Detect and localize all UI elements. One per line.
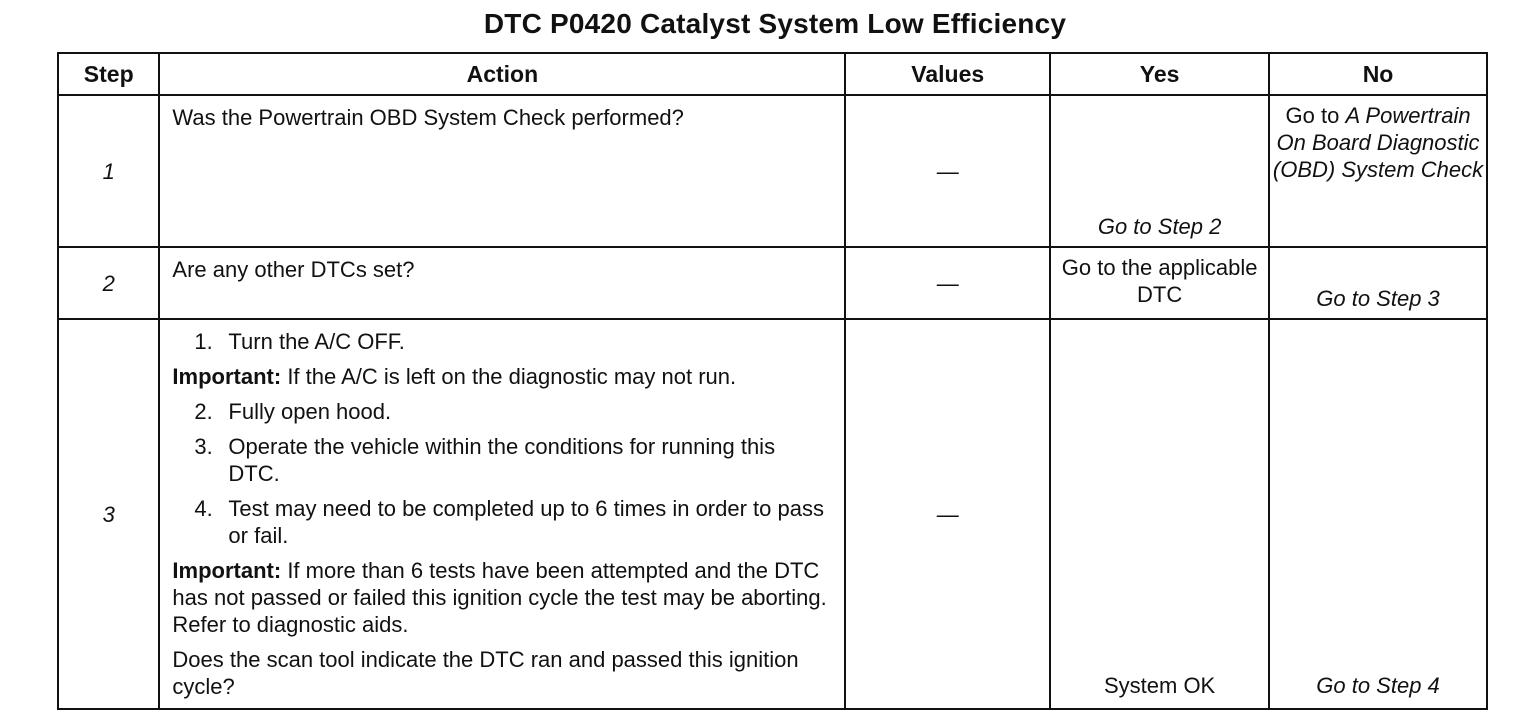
important-label: Important: bbox=[172, 364, 282, 389]
list-item-text: Operate the vehicle within the conditions for running this DTC. bbox=[228, 434, 776, 486]
header-step: Step bbox=[58, 53, 159, 95]
yes-result: System OK bbox=[1103, 673, 1216, 698]
action-question: Does the scan tool indicate the DTC ran and passed this ignition cycle? bbox=[172, 647, 799, 699]
header-no: No bbox=[1269, 53, 1487, 95]
list-item-text: Test may need to be completed up to 6 times in order to pass or fail. bbox=[228, 496, 824, 548]
no-cell bbox=[1269, 247, 1487, 319]
header-yes: Yes bbox=[1050, 53, 1269, 95]
step-number: 2 bbox=[58, 247, 159, 319]
important-label: Important: bbox=[172, 558, 282, 583]
values-cell: — bbox=[845, 247, 1050, 319]
header-values: Values bbox=[845, 53, 1050, 95]
yes-cell bbox=[1050, 247, 1269, 319]
no-link[interactable] bbox=[1270, 96, 1486, 183]
no-cell bbox=[1269, 319, 1487, 709]
important-note bbox=[172, 363, 832, 390]
action-text: Was the Powertrain OBD System Check performed? bbox=[172, 105, 684, 130]
action-cell bbox=[159, 95, 845, 247]
action-cell bbox=[159, 247, 845, 319]
list-item-text: Fully open hood. bbox=[228, 399, 392, 424]
important-text: If more than 6 tests have been attempted and the DTC has not passed or failed this ignition cycle the test may be aborting. Refer to diagnostic aids. bbox=[172, 558, 827, 637]
yes-link[interactable]: Go to Step 2 bbox=[1097, 214, 1222, 239]
no-cell bbox=[1269, 95, 1487, 247]
header-action: Action bbox=[159, 53, 845, 95]
step-number: 1 bbox=[58, 95, 159, 247]
yes-cell bbox=[1050, 95, 1269, 247]
table-header-row bbox=[58, 53, 1487, 95]
step-number: 3 bbox=[58, 319, 159, 709]
list-item bbox=[172, 328, 832, 355]
no-link[interactable]: Go to Step 4 bbox=[1316, 673, 1440, 698]
action-text: Are any other DTCs set? bbox=[172, 257, 415, 282]
no-prefix: Go to bbox=[1285, 103, 1340, 128]
yes-link[interactable]: Go to the applicable DTC bbox=[1061, 255, 1258, 307]
list-item bbox=[172, 495, 832, 549]
document-title: DTC P0420 Catalyst System Low Efficiency bbox=[483, 8, 1067, 39]
list-item bbox=[172, 433, 832, 487]
no-target: A Powertrain On Board Diagnostic (OBD) System Check bbox=[1272, 103, 1484, 182]
important-text: If the A/C is left on the diagnostic may not run. bbox=[287, 364, 737, 389]
yes-cell bbox=[1050, 319, 1269, 709]
list-item bbox=[172, 398, 832, 425]
action-cell bbox=[159, 319, 845, 709]
values-cell: — bbox=[845, 319, 1050, 709]
no-link[interactable]: Go to Step 3 bbox=[1316, 286, 1440, 311]
list-item-number: 4. bbox=[194, 496, 213, 521]
table-row-step-2 bbox=[58, 247, 1487, 319]
list-item-number: 3. bbox=[194, 434, 213, 459]
table-row-step-1 bbox=[58, 95, 1487, 247]
list-item-number: 2. bbox=[194, 399, 213, 424]
diagnostic-table bbox=[57, 52, 1488, 710]
values-cell: — bbox=[845, 95, 1050, 247]
important-note bbox=[172, 557, 832, 638]
list-item-text: Turn the A/C OFF. bbox=[228, 329, 405, 354]
table-row-step-3 bbox=[58, 319, 1487, 709]
list-item-number: 1. bbox=[194, 329, 213, 354]
